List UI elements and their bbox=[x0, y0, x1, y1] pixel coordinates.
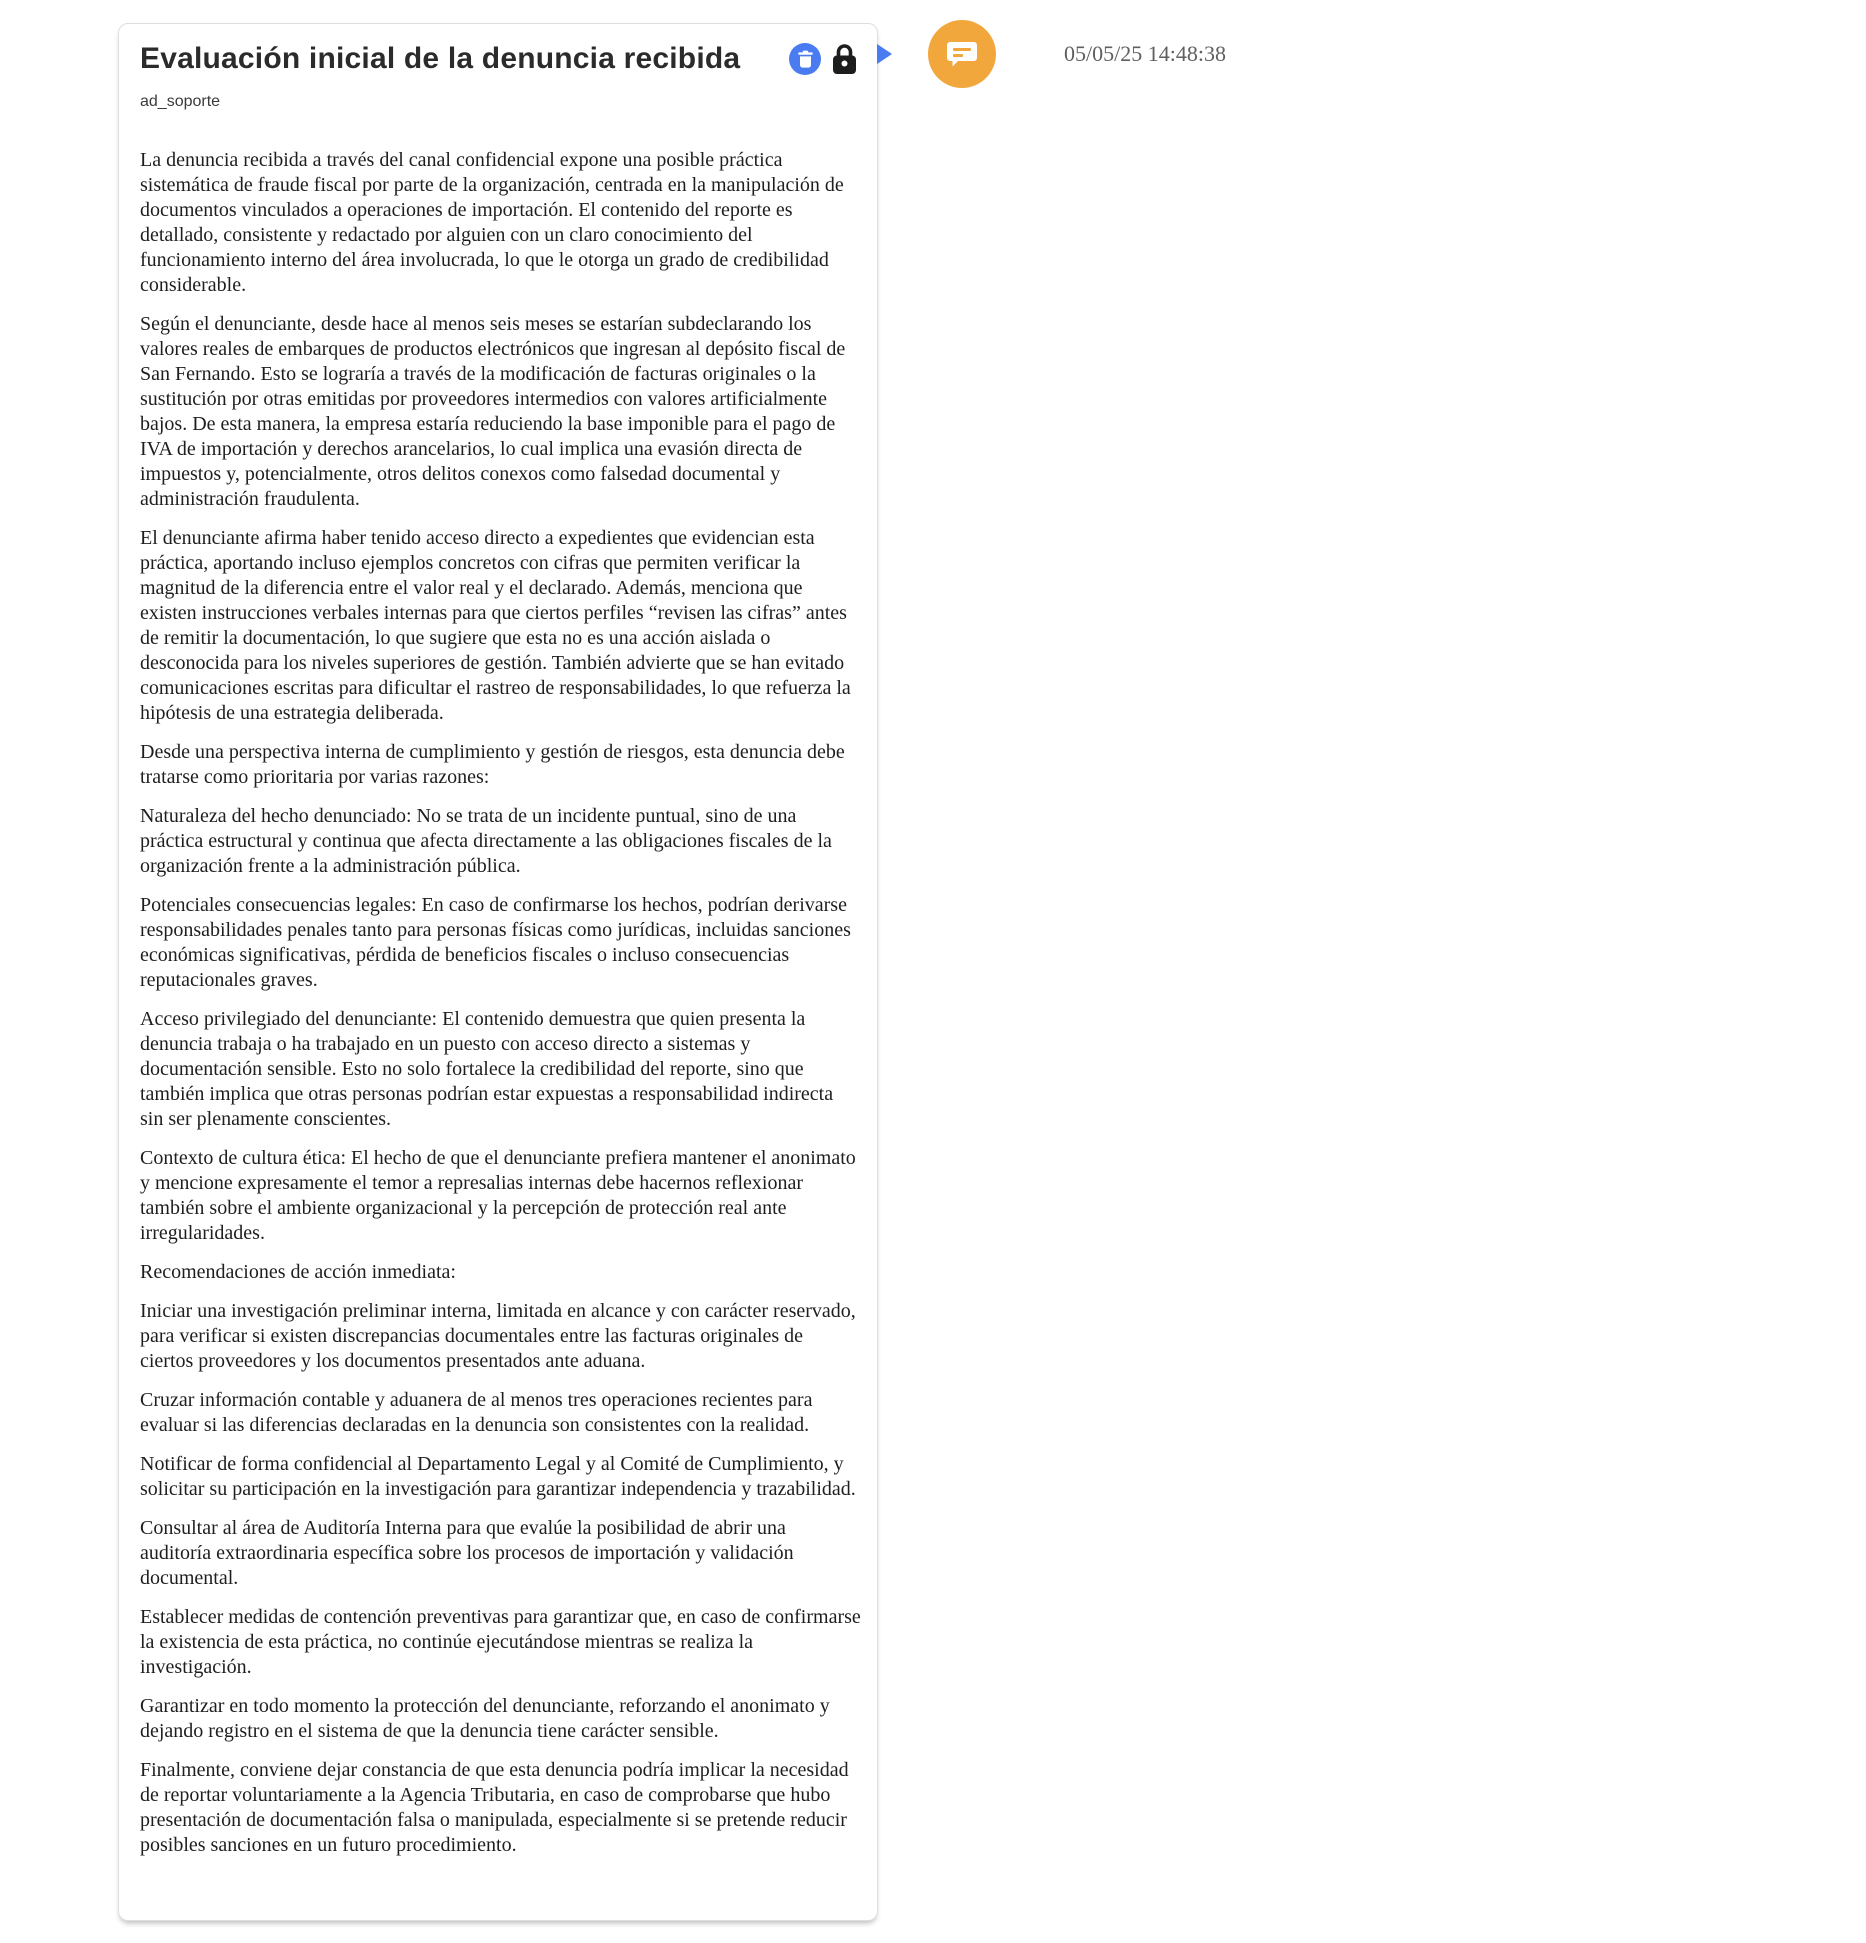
note-paragraph: El denunciante afirma haber tenido acceso directo a expedientes que evidencian esta práctica, aportando incluso ejemplos concretos con cifras que permiten verificar la magnitud de la diferencia entre el valor real y el declarado. Además, menciona que existen instrucciones verbales internas para que ciertos perfiles “revisen las cifras” antes de remitir la documentación, lo que sugiere que esta no es una acción aislada o desconocida para los niveles superiores de gestión. También advierte que se han evitado comunicaciones escritas para dificultar el rastreo de responsabilidades, lo que refuerza la hipótesis de una estrategia deliberada. bbox=[140, 526, 851, 724]
note-body bbox=[140, 148, 861, 1858]
note-author: ad_soporte bbox=[140, 92, 221, 110]
lock-icon bbox=[831, 43, 858, 75]
note-paragraph: La denuncia recibida a través del canal confidencial expone una posible práctica sistemática de fraude fiscal por parte de la organización, centrada en la manipulación de documentos vinculados a operaciones de importación. El contenido del reporte es detallado, consistente y redactado por alguien con un claro conocimiento del funcionamiento interno del área involucrada, lo que le otorga un grado de credibilidad considerable. bbox=[140, 148, 844, 296]
note-paragraph: Naturaleza del hecho denunciado: No se trata de un incidente puntual, sino de una práctica estructural y continua que afecta directamente a las obligaciones fiscales de la organización frente a la administración pública. bbox=[140, 804, 832, 877]
note-paragraph: Establecer medidas de contención preventivas para garantizar que, en caso de confirmarse la existencia de esta práctica, no continúe ejecutándose mientras se realiza la investigación. bbox=[140, 1605, 861, 1678]
note-paragraph: Desde una perspectiva interna de cumplimiento y gestión de riesgos, esta denuncia debe tratarse como prioritaria por varias razones: bbox=[140, 740, 845, 788]
note-paragraph: Cruzar información contable y aduanera de al menos tres operaciones recientes para evaluar si las diferencias declaradas en la denuncia son consistentes con la realidad. bbox=[140, 1388, 813, 1436]
note-paragraph: Finalmente, conviene dejar constancia de que esta denuncia podría implicar la necesidad de reportar voluntariamente a la Agencia Tributaria, en caso de comprobarse que hubo presentación de documentación falsa o manipulada, especialmente si se pretende reducir posibles sanciones en un futuro procedimiento. bbox=[140, 1758, 849, 1856]
note-paragraph: Garantizar en todo momento la protección del denunciante, reforzando el anonimato y dejando registro en el sistema de que la denuncia tiene carácter sensible. bbox=[140, 1694, 830, 1742]
note-paragraph: Consultar al área de Auditoría Interna para que evalúe la posibilidad de abrir una auditoría extraordinaria específica sobre los procesos de importación y validación documental. bbox=[140, 1516, 794, 1589]
note-paragraph: Contexto de cultura ética: El hecho de que el denunciante prefiera mantener el anonimato y mencione expresamente el temor a represalias internas debe hacernos reflexionar también sobre el ambiente organizacional y la percepción de protección real ante irregularidades. bbox=[140, 1146, 856, 1244]
note-card bbox=[118, 23, 878, 1921]
trash-icon bbox=[797, 50, 814, 68]
event-timestamp: 05/05/25 14:48:38 bbox=[1064, 41, 1226, 66]
note-paragraph: Acceso privilegiado del denunciante: El contenido demuestra que quien presenta la denuncia trabaja o ha trabajado en un puesto con acceso directo a sistemas y documentación sensible. Esto no solo fortalece la credibilidad del reporte, sino que también implica que otras personas podrían estar expuestas a responsabilidad indirecta sin ser plenamente conscientes. bbox=[140, 1007, 834, 1130]
delete-button[interactable] bbox=[789, 43, 821, 75]
lock-button[interactable] bbox=[831, 43, 858, 75]
note-paragraph: Recomendaciones de acción inmediata: bbox=[140, 1260, 456, 1283]
timeline-comment-node[interactable] bbox=[928, 20, 996, 88]
timeline-pointer-icon bbox=[877, 44, 892, 64]
note-paragraph: Potenciales consecuencias legales: En caso de confirmarse los hechos, podrían derivarse responsabilidades penales tanto para personas físicas como jurídicas, incluidas sanciones económicas significativas, pérdida de beneficios fiscales o incluso consecuencias reputacionales graves. bbox=[140, 893, 851, 991]
note-title: Evaluación inicial de la denuncia recibida bbox=[140, 42, 741, 75]
chat-icon bbox=[944, 36, 980, 72]
note-paragraph: Según el denunciante, desde hace al menos seis meses se estarían subdeclarando los valores reales de embarques de productos electrónicos que ingresan al depósito fiscal de San Fernando. Esto se lograría a través de la modificación de facturas originales o la sustitución por otras emitidas por proveedores intermedios con valores artificialmente bajos. De esta manera, la empresa estaría reduciendo la base imponible para el pago de IVA de importación y derechos arancelarios, lo cual implica una evasión directa de impuestos y, potencialmente, otros delitos conexos como falsedad documental y administración fraudulenta. bbox=[140, 312, 846, 510]
note-paragraph: Notificar de forma confidencial al Departamento Legal y al Comité de Cumplimiento, y solicitar su participación en la investigación para garantizar independencia y trazabilidad. bbox=[140, 1452, 856, 1500]
note-paragraph: Iniciar una investigación preliminar interna, limitada en alcance y con carácter reservado, para verificar si existen discrepancias documentales entre las facturas originales de ciertos proveedores y los documentos presentados ante aduana. bbox=[140, 1299, 856, 1372]
